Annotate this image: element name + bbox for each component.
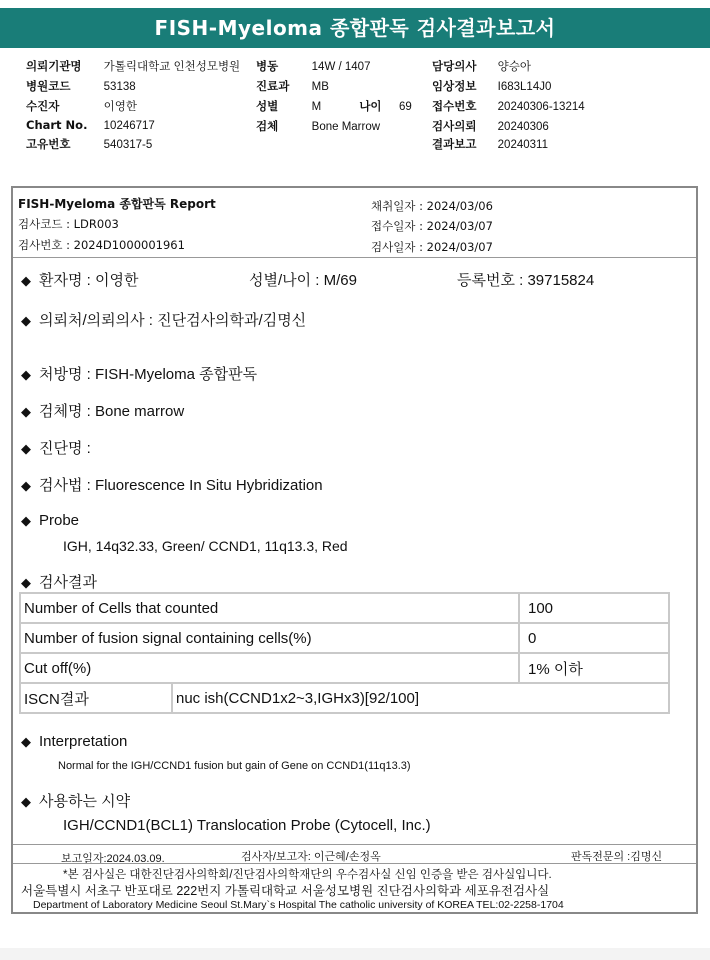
test-number: 검사번호 : 2024D1000001961 xyxy=(18,238,185,252)
label-requesting-institution: 의뢰기관명 xyxy=(26,59,82,73)
hdr-ward: 병동 14W / 1407 xyxy=(256,59,371,73)
report-name: FISH-Myeloma 종합판독 Report xyxy=(18,197,216,211)
result-heading: ◆ 검사결과 xyxy=(21,574,97,591)
hdr-unique-no: 고유번호 540317-5 xyxy=(26,137,153,151)
diamond-icon: ◆ xyxy=(21,404,31,419)
hdr-clinical-info: 임상정보 I683L14J0 xyxy=(432,79,552,93)
prescription: ◆ 처방명 : FISH-Myeloma 종합판독 xyxy=(21,366,258,383)
registration-number: 등록번호 : 39715824 xyxy=(457,272,595,289)
test-code: 검사코드 : LDR003 xyxy=(18,217,119,231)
hdr-row-1 xyxy=(26,58,240,74)
certification-note: *본 검사실은 대한진단검사의학회/진단검사의학재단의 우수검사실 신임 인증을 받은 검사실입니다. xyxy=(63,869,552,881)
sex-age: 성별/나이 : M/69 xyxy=(249,272,357,289)
hdr-specimen: 검체 Bone Marrow xyxy=(256,119,381,133)
diamond-icon: ◆ xyxy=(21,441,31,456)
requester: ◆ 의뢰처/의뢰의사 : 진단검사의학과/김명신 xyxy=(21,312,307,329)
probe-heading: ◆ Probe xyxy=(21,512,80,529)
reporters: 검사자/보고자: 이근혜/손정옥 xyxy=(241,851,381,863)
patient-name: ◆ 환자명 : 이영한 xyxy=(21,272,139,289)
hdr-request-date: 검사의뢰 20240306 xyxy=(432,119,549,133)
hdr-receipt-no: 접수번호 20240306-13214 xyxy=(432,99,585,113)
hdr-patient: 수진자 이영한 xyxy=(26,99,137,113)
hdr-hospital-code: 병원코드 53138 xyxy=(26,79,136,93)
table-cell-value: 100 xyxy=(519,593,669,623)
table-row xyxy=(20,593,669,623)
hdr-report-date: 결과보고 20240311 xyxy=(432,137,548,151)
table-cell-key: Number of Cells that counted xyxy=(20,593,519,623)
interpretation-heading: ◆ Interpretation xyxy=(21,733,128,750)
table-cell-value: 1% 이하 xyxy=(519,653,669,683)
table-cell-key: ISCN결과 xyxy=(20,683,172,713)
hdr-sex: 성별 M 나이 69 xyxy=(256,99,412,113)
value-requesting-institution: 가톨릭대학교 인천성모병원 xyxy=(103,61,241,73)
table-row xyxy=(20,623,669,653)
reagent-text: IGH/CCND1(BCL1) Translocation Probe (Cytocell, Inc.) xyxy=(63,817,431,834)
interpretation-text: Normal for the IGH/CCND1 fusion but gain of Gene on CCND1(11q13.3) xyxy=(58,760,411,772)
test-method: ◆ 검사법 : Fluorescence In Situ Hybridization xyxy=(21,477,323,494)
address: 서울특별시 서초구 반포대로 222번지 가톨릭대학교 서울성모병원 진단검사의학과 세포유전검사실 xyxy=(21,884,550,898)
table-row xyxy=(20,653,669,683)
reagent-heading: ◆ 사용하는 시약 xyxy=(21,793,131,810)
specialist: 판독전문의 :김명신 xyxy=(571,851,663,863)
footer-divider xyxy=(13,863,696,864)
diamond-icon: ◆ xyxy=(21,734,31,749)
page-title: FISH-Myeloma 종합판독 검사결과보고서 xyxy=(0,8,710,48)
diamond-icon: ◆ xyxy=(21,575,31,590)
department-info: Department of Laboratory Medicine Seoul St.Mary`s Hospital The catholic university of KOREA TEL:02-2258-1704 xyxy=(33,899,564,911)
test-date: 검사일자 : 2024/03/07 xyxy=(371,240,493,254)
diamond-icon: ◆ xyxy=(21,367,31,382)
result-table xyxy=(19,592,670,714)
table-row xyxy=(20,683,669,713)
probe-value: IGH, 14q32.33, Green/ CCND1, 11q13.3, Red xyxy=(63,538,348,554)
hdr-department: 진료과 MB xyxy=(256,79,329,93)
collect-date: 채취일자 : 2024/03/06 xyxy=(371,199,493,213)
report-box xyxy=(11,186,698,914)
diagnosis: ◆ 진단명 : xyxy=(21,440,91,457)
diamond-icon: ◆ xyxy=(21,313,31,328)
hdr-doctor: 담당의사 양승아 xyxy=(432,59,531,73)
report-header xyxy=(13,188,696,258)
table-cell-value: 0 xyxy=(519,623,669,653)
table-cell-key: Cut off(%) xyxy=(20,653,519,683)
hdr-chart-no: Chart No. 10246717 xyxy=(26,118,155,132)
footer-divider xyxy=(13,844,696,845)
specimen-name: ◆ 검체명 : Bone marrow xyxy=(21,403,185,420)
diamond-icon: ◆ xyxy=(21,794,31,809)
receive-date: 접수일자 : 2024/03/07 xyxy=(371,219,493,233)
diamond-icon: ◆ xyxy=(21,513,31,528)
report-date: 보고일자:2024.03.09. xyxy=(61,853,165,865)
table-cell-value: nuc ish(CCND1x2~3,IGHx3)[92/100] xyxy=(172,683,669,713)
diamond-icon: ◆ xyxy=(21,273,31,288)
diamond-icon: ◆ xyxy=(21,478,31,493)
table-cell-key: Number of fusion signal containing cells(%) xyxy=(20,623,519,653)
